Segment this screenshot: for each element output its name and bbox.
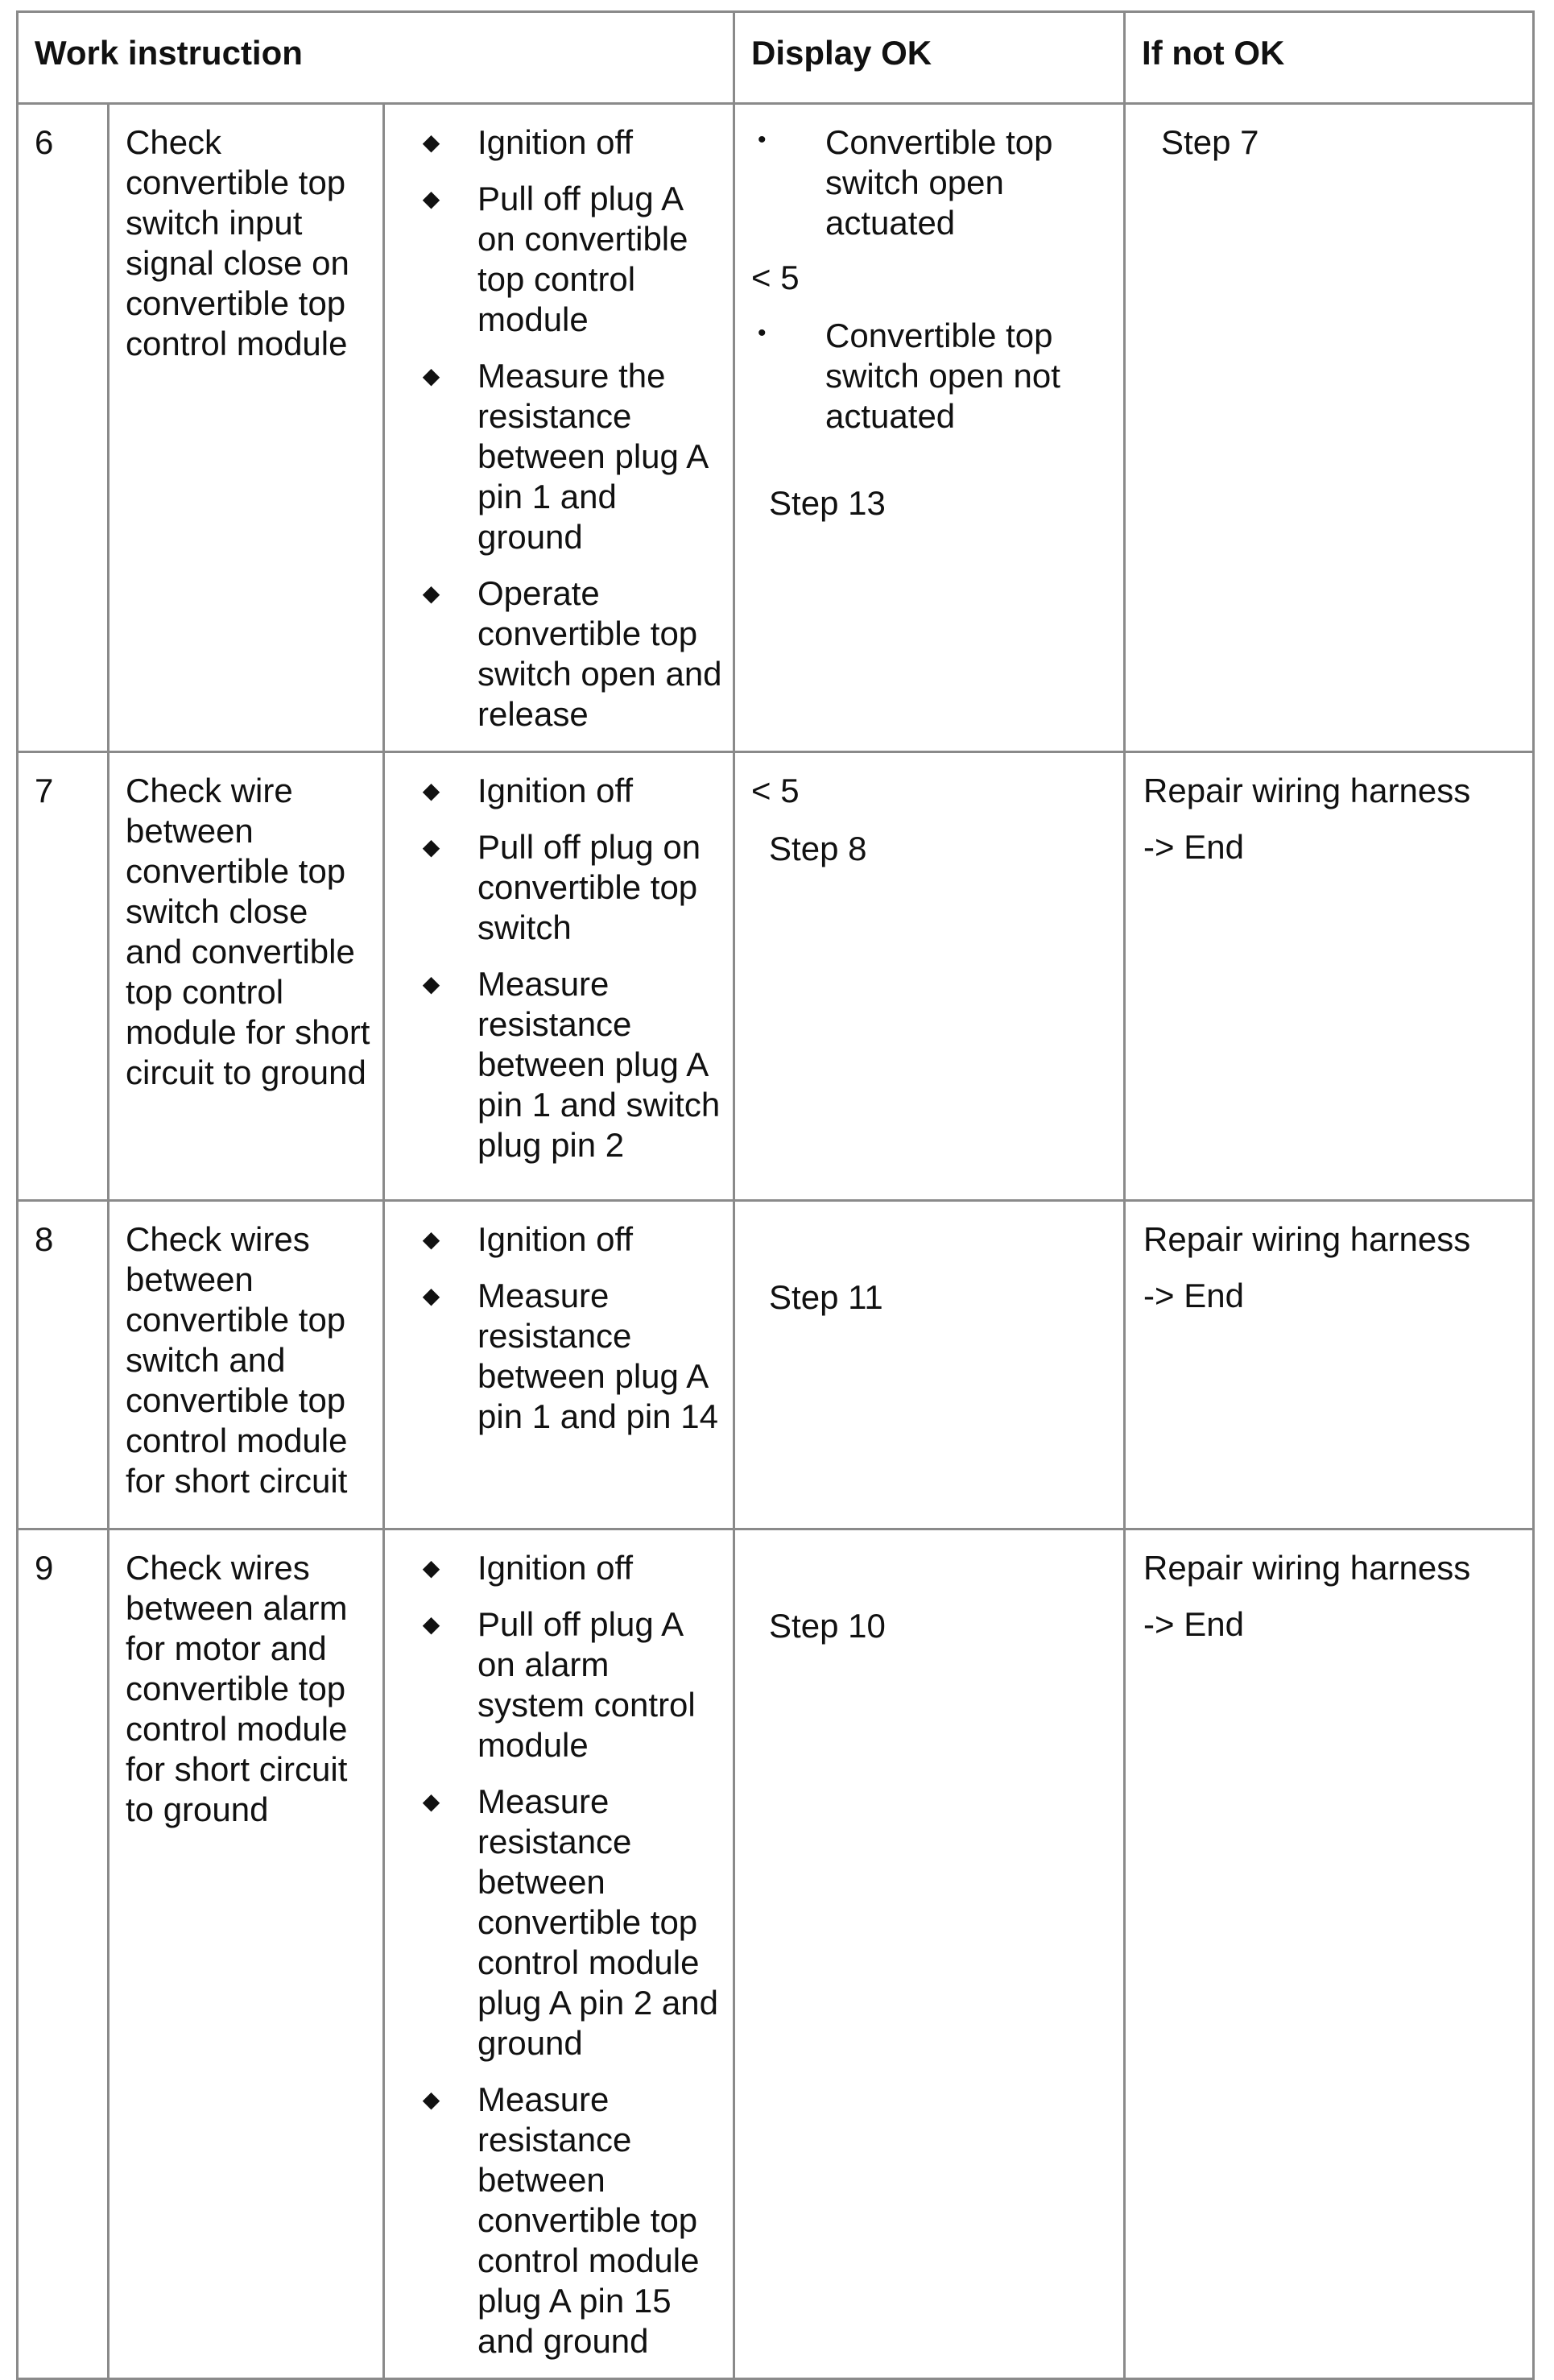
diamond-bullet-icon: ◆ (422, 834, 440, 859)
instruction-text: Measure resistance between plug A pin 1 and switch plug pin 2 (477, 965, 721, 1164)
step-number: 8 (18, 1201, 109, 1529)
instruction-item (385, 1548, 725, 1588)
display-ok-cell (734, 1529, 1125, 2379)
header-work-instruction: Work instruction (18, 12, 734, 104)
instruction-text: Operate convertible top switch open and release (477, 574, 722, 733)
display-value: < 5 (751, 772, 800, 809)
diamond-bullet-icon: ◆ (422, 1227, 440, 1252)
header-display-ok: Display OK (734, 12, 1125, 104)
table-row-step-8 (18, 1201, 1534, 1529)
display-condition (751, 316, 1115, 437)
header-if-not-ok: If not OK (1125, 12, 1534, 104)
work-instruction-sheet (16, 10, 1532, 2380)
table-row-step-7 (18, 752, 1534, 1201)
instruction-item (385, 964, 725, 1165)
diamond-bullet-icon: ◆ (422, 1612, 440, 1637)
step-instructions (384, 1529, 734, 2379)
display-next-step: Step 13 (769, 484, 886, 522)
not-ok-cell (1125, 752, 1534, 1201)
instruction-text: Measure resistance between plug A pin 1 and pin 14 (477, 1277, 718, 1435)
instruction-item (385, 122, 725, 163)
dot-bullet-icon: • (758, 126, 767, 153)
instruction-text: Ignition off (477, 123, 634, 161)
step-instructions (384, 104, 734, 752)
diamond-bullet-icon: ◆ (422, 130, 440, 155)
instruction-item (385, 771, 725, 811)
diamond-bullet-icon: ◆ (422, 778, 440, 803)
diamond-bullet-icon: ◆ (422, 363, 440, 388)
step-title: Check convertible top switch input signal close on convertible top control module (109, 104, 384, 752)
diamond-bullet-icon: ◆ (422, 1555, 440, 1580)
display-condition-text: Convertible top switch open actuated (825, 123, 1053, 242)
not-ok-cell (1125, 104, 1534, 752)
instruction-item (385, 1604, 725, 1765)
instruction-text: Ignition off (477, 772, 634, 809)
display-ok-cell (734, 752, 1125, 1201)
display-ok-cell (734, 104, 1125, 752)
diamond-bullet-icon: ◆ (422, 581, 440, 606)
instruction-text: Ignition off (477, 1549, 634, 1587)
not-ok-action: Repair wiring harness (1143, 1220, 1471, 1258)
step-instructions (384, 752, 734, 1201)
not-ok-cell (1125, 1201, 1534, 1529)
instruction-item (385, 1782, 725, 2063)
instruction-item (385, 2080, 725, 2361)
display-ok-cell (734, 1201, 1125, 1529)
instruction-text: Measure the resistance between plug A pin 1 and ground (477, 357, 707, 556)
dot-bullet-icon: • (758, 320, 767, 346)
display-condition (751, 122, 1115, 243)
not-ok-next-step: Step 7 (1161, 123, 1259, 161)
step-title: Check wires between alarm for motor and convertible top control module for short circuit to ground (109, 1529, 384, 2379)
instruction-text: Pull off plug on convertible top switch (477, 828, 701, 946)
instruction-item (385, 179, 725, 340)
instruction-text: Ignition off (477, 1220, 634, 1258)
instruction-item (385, 827, 725, 948)
not-ok-next-step: -> End (1143, 1277, 1244, 1314)
not-ok-next-step: -> End (1143, 828, 1244, 866)
table-row-step-9 (18, 1529, 1534, 2379)
diamond-bullet-icon: ◆ (422, 971, 440, 996)
step-title: Check wire between convertible top switch close and convertible top control module for short circuit to ground (109, 752, 384, 1201)
step-title: Check wires between convertible top switch and convertible top control module for short circuit (109, 1201, 384, 1529)
display-next-step: Step 11 (769, 1278, 883, 1316)
instruction-item (385, 573, 725, 735)
instruction-item (385, 1276, 725, 1437)
diamond-bullet-icon: ◆ (422, 1283, 440, 1308)
step-number: 9 (18, 1529, 109, 2379)
display-next-step: Step 10 (769, 1607, 886, 1645)
instruction-item (385, 1219, 725, 1260)
instruction-item (385, 356, 725, 557)
instruction-text: Pull off plug A on convertible top control module (477, 180, 688, 338)
instruction-text: Measure resistance between convertible top control module plug A pin 2 and ground (477, 1782, 718, 2062)
step-number: 7 (18, 752, 109, 1201)
not-ok-next-step: -> End (1143, 1605, 1244, 1643)
instruction-text: Measure resistance between convertible top control module plug A pin 15 and ground (477, 2080, 700, 2360)
diamond-bullet-icon: ◆ (422, 2087, 440, 2112)
display-condition-text: Convertible top switch open not actuated (825, 317, 1060, 435)
display-value: < 5 (751, 259, 800, 296)
table-row-step-6 (18, 104, 1534, 752)
step-number: 6 (18, 104, 109, 752)
display-next-step: Step 8 (769, 830, 867, 867)
header-row (18, 12, 1534, 104)
instruction-text: Pull off plug A on alarm system control module (477, 1605, 696, 1764)
step-instructions (384, 1201, 734, 1529)
not-ok-action: Repair wiring harness (1143, 772, 1471, 809)
work-instruction-table (16, 10, 1535, 2380)
diamond-bullet-icon: ◆ (422, 1789, 440, 1814)
not-ok-cell (1125, 1529, 1534, 2379)
diamond-bullet-icon: ◆ (422, 186, 440, 211)
not-ok-action: Repair wiring harness (1143, 1549, 1471, 1587)
